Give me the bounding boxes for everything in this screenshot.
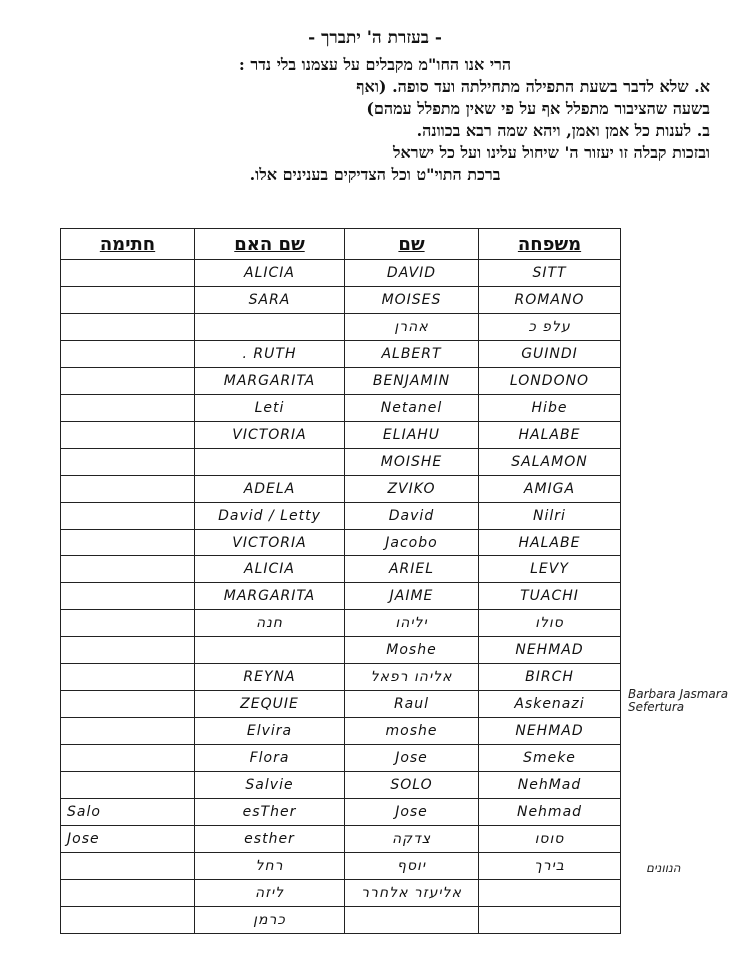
cell-family: TUACHI — [479, 583, 621, 610]
cell-family: ROMANO — [479, 286, 621, 313]
cell-name: צדקה — [345, 826, 479, 853]
table-row — [61, 745, 621, 772]
margin-note: הנוונים — [646, 861, 681, 875]
cell-mother: Salvie — [195, 772, 345, 799]
table-row — [61, 556, 621, 583]
cell-signature — [61, 260, 195, 287]
table-row — [61, 718, 621, 745]
pledge-line: ב. לענות כל אמן ואמן, ויהא שמה רבא בכוונה. — [416, 121, 710, 140]
cell-name: JAIME — [345, 583, 479, 610]
cell-mother: RUTH . — [195, 340, 345, 367]
cell-signature — [61, 556, 195, 583]
cell-mother: ADELA — [195, 475, 345, 502]
cell-signature: Jose — [61, 826, 195, 853]
column-header-name: שם — [345, 229, 479, 260]
cell-mother: MARGARITA — [195, 583, 345, 610]
cell-signature — [61, 879, 195, 906]
cell-name: אליעזר אלחרר — [345, 879, 479, 906]
cell-signature — [61, 610, 195, 637]
cell-signature: Salo — [61, 799, 195, 826]
cell-name: ARIEL — [345, 556, 479, 583]
cell-mother: MARGARITA — [195, 367, 345, 394]
column-header-signature: חתימה — [61, 229, 195, 260]
cell-signature — [61, 394, 195, 421]
cell-family: AMIGA — [479, 475, 621, 502]
cell-signature — [61, 772, 195, 799]
table-row — [61, 691, 621, 718]
cell-signature — [61, 367, 195, 394]
cell-name: moshe — [345, 718, 479, 745]
cell-name: DAVID — [345, 260, 479, 287]
cell-signature — [61, 691, 195, 718]
cell-name: Raul — [345, 691, 479, 718]
cell-mother: esther — [195, 826, 345, 853]
cell-name: Netanel — [345, 394, 479, 421]
cell-family: סוסו — [479, 826, 621, 853]
table-row — [61, 394, 621, 421]
cell-family: NEHMAD — [479, 718, 621, 745]
cell-family: NEHMAD — [479, 637, 621, 664]
table-header-row — [61, 229, 621, 260]
table-row — [61, 475, 621, 502]
cell-family: GUINDI — [479, 340, 621, 367]
cell-signature — [61, 637, 195, 664]
cell-name: Moshe — [345, 637, 479, 664]
table-row — [61, 421, 621, 448]
cell-name: BENJAMIN — [345, 367, 479, 394]
table-row — [61, 664, 621, 691]
cell-family: SITT — [479, 260, 621, 287]
cell-mother: VICTORIA — [195, 529, 345, 556]
cell-name: אליהו רפאל — [345, 664, 479, 691]
cell-signature — [61, 745, 195, 772]
cell-name: אהרן — [345, 313, 479, 340]
cell-mother: ALICIA — [195, 260, 345, 287]
cell-mother: ALICIA — [195, 556, 345, 583]
table-row — [61, 367, 621, 394]
cell-signature — [61, 852, 195, 879]
table-row — [61, 502, 621, 529]
cell-family: Nehmad — [479, 799, 621, 826]
pledge-header — [40, 28, 710, 186]
cell-family: HALABE — [479, 529, 621, 556]
cell-signature — [61, 906, 195, 933]
cell-signature — [61, 502, 195, 529]
cell-name: Jacobo — [345, 529, 479, 556]
cell-mother: Elvira — [195, 718, 345, 745]
table-row — [61, 313, 621, 340]
cell-signature — [61, 718, 195, 745]
table-row — [61, 879, 621, 906]
cell-signature — [61, 448, 195, 475]
cell-name: Jose — [345, 799, 479, 826]
cell-family: Askenazi — [479, 691, 621, 718]
cell-family: BIRCH — [479, 664, 621, 691]
cell-mother: כרמן — [195, 906, 345, 933]
cell-name: Jose — [345, 745, 479, 772]
cell-signature — [61, 340, 195, 367]
cell-signature — [61, 664, 195, 691]
column-header-family: משפחה — [479, 229, 621, 260]
cell-mother: Leti — [195, 394, 345, 421]
table-row — [61, 906, 621, 933]
cell-name: ELIAHU — [345, 421, 479, 448]
cell-mother: SARA — [195, 286, 345, 313]
table-row — [61, 583, 621, 610]
cell-family — [479, 906, 621, 933]
pledge-line: א. שלא לדבר בשעת התפילה מתחילתה ועד סופה. (ואף — [356, 77, 710, 96]
cell-name: יוסף — [345, 852, 479, 879]
cell-mother — [195, 637, 345, 664]
cell-mother: ליזה — [195, 879, 345, 906]
pledge-line: ברכת התוי"ט וכל הצדיקים בענינים אלו. — [249, 165, 501, 184]
cell-mother: REYNA — [195, 664, 345, 691]
table-row — [61, 260, 621, 287]
signature-table — [60, 228, 621, 934]
cell-family: Nilri — [479, 502, 621, 529]
cell-signature — [61, 529, 195, 556]
table-row — [61, 529, 621, 556]
cell-signature — [61, 286, 195, 313]
cell-name: David — [345, 502, 479, 529]
cell-signature — [61, 475, 195, 502]
cell-family: סולו — [479, 610, 621, 637]
cell-family: Smeke — [479, 745, 621, 772]
cell-mother: חנה — [195, 610, 345, 637]
cell-name: MOISHE — [345, 448, 479, 475]
pledge-line: הרי אנו החו"מ מקבלים על עצמנו בלי נדר : — [238, 55, 512, 74]
cell-signature — [61, 421, 195, 448]
cell-family: Hibe — [479, 394, 621, 421]
cell-name: יליהו — [345, 610, 479, 637]
cell-family: עלפ כ — [479, 313, 621, 340]
table-row — [61, 826, 621, 853]
cell-name: ZVIKO — [345, 475, 479, 502]
column-header-mother: שם האם — [195, 229, 345, 260]
pledge-line: בשעה שהציבור מתפלל אף על פי שאין מתפלל עמהם) — [366, 99, 710, 118]
cell-mother: VICTORIA — [195, 421, 345, 448]
table-row — [61, 637, 621, 664]
table-row — [61, 852, 621, 879]
cell-mother: ZEQUIE — [195, 691, 345, 718]
cell-name: MOISES — [345, 286, 479, 313]
cell-signature — [61, 583, 195, 610]
cell-family: בירך — [479, 852, 621, 879]
table-row — [61, 772, 621, 799]
cell-name: ALBERT — [345, 340, 479, 367]
cell-mother: Flora — [195, 745, 345, 772]
cell-name: SOLO — [345, 772, 479, 799]
cell-mother — [195, 448, 345, 475]
cell-family: HALABE — [479, 421, 621, 448]
cell-family: LEVY — [479, 556, 621, 583]
cell-mother — [195, 313, 345, 340]
cell-mother: רחל — [195, 852, 345, 879]
table-row — [61, 448, 621, 475]
cell-mother: esTher — [195, 799, 345, 826]
cell-family — [479, 879, 621, 906]
pledge-title: - בעזרת ה' יתברך - — [308, 28, 442, 48]
cell-family: LONDONO — [479, 367, 621, 394]
cell-mother: David / Letty — [195, 502, 345, 529]
cell-name — [345, 906, 479, 933]
table-row — [61, 286, 621, 313]
table-row — [61, 610, 621, 637]
table-row — [61, 340, 621, 367]
cell-family: NehMad — [479, 772, 621, 799]
cell-signature — [61, 313, 195, 340]
margin-note: Barbara Jasmara Sefertura — [628, 687, 729, 714]
pledge-line: ובזכות קבלה זו יעזור ה' שיחול עלינו ועל כל ישראל — [392, 143, 710, 162]
table-row — [61, 799, 621, 826]
cell-family: SALAMON — [479, 448, 621, 475]
